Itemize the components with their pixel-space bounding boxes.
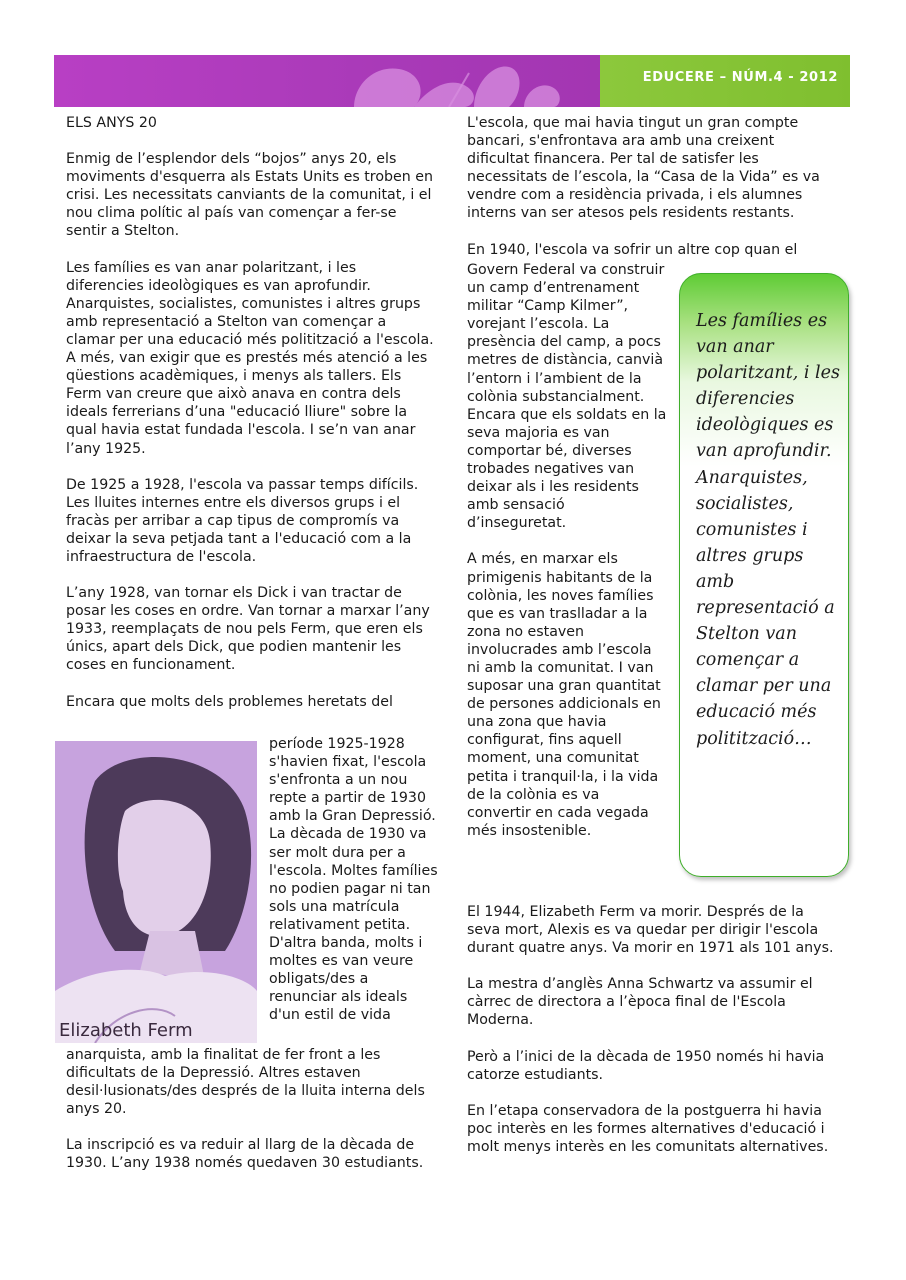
paragraph: La mestra d’anglès Anna Schwartz va assumir el càrrec de directora a l’època final de l'Escola Moderna. — [467, 976, 813, 1029]
paragraph: L'escola, que mai havia tingut un gran compte bancari, s'enfrontava ara amb una creixent dificultat financera. Per tal de satisfer les necessitats de l’escola, la “Casa de la Vida” es va vendre com a residència privada, i els alumnes interns van ser atesos pels residents restants. — [467, 115, 820, 222]
header-tab — [600, 55, 850, 107]
paragraph: El 1944, Elizabeth Ferm va morir. Després de la seva mort, Alexis es va quedar per dirigir l'escola durant quatre anys. Va morir en 1971 als 101 anys. — [467, 904, 834, 957]
paragraph: anarquista, amb la finalitat de fer front a les dificultats de la Depressió. Altres estaven desil·lusionats/des després de la lluita interna dels anys 20. — [66, 1047, 425, 1118]
paragraph: L’any 1928, van tornar els Dick i van tractar de posar les coses en ordre. Van tornar a marxar l’any 1933, reemplaçats de nou pels Ferm, que eren els únics, apart dels Dick, que podien mantenir les coses en funcionament. — [66, 585, 430, 674]
paragraph: De 1925 a 1928, l'escola va passar temps difícils. Les lluites internes entre els diversos grups i el fracàs per arribar a cap tipus de compromís va deixar la seva petjada tant a l'educació com a la infraestructura de l'escola. — [66, 476, 419, 565]
section-heading: ELS ANYS 20 — [66, 115, 157, 131]
butterfly-decoration-icon — [54, 55, 600, 107]
left-column — [66, 114, 438, 729]
portrait-photo — [55, 741, 257, 1043]
portrait-icon — [55, 741, 257, 1043]
paragraph-wrap: període 1925-1928 s'havien fixat, l'escola s'enfronta a un nou repte a partir de 1930 amb la Gran Depressió. La dècada de 1930 va ser molt dura per a l'escola. Moltes famílies no podien pagar ni tan sols una matrícula relativament petita. D'altra banda, molts i moltes es van veure obligats/des a renunciar als ideals d'un estil de vida — [269, 736, 438, 1024]
photo-caption: Elizabeth Ferm — [59, 1020, 193, 1041]
right-narrow-column — [467, 261, 667, 858]
pull-quote-box — [679, 273, 849, 877]
pull-quote-text: Les famílies es van anar polaritzant, i les diferencies ideològiques es van aprofundir. Anarquistes, socialistes, comunistes i altres grups amb representació a Stelton van començar a clamar per una educació més politització… — [696, 311, 840, 749]
page-header — [54, 55, 850, 107]
header-banner — [54, 55, 600, 107]
paragraph: A més, en marxar els primigenis habitants de la colònia, les noves famílies que es van traslladar a la zona no estaven involucrades amb l’escola ni amb la comunitat. I van suposar una gran quantitat de persones addicionals en una zona que havia configurat, fins aquell moment, una comunitat petita i tranquil·la, i la vida de la colònia es va convertir en cada vegada més insostenible. — [467, 551, 661, 839]
paragraph: En l’etapa conservadora de la postguerra hi havia poc interès en les formes alternatives d'educació i molt menys interès en les comunitats alternatives. — [467, 1102, 829, 1155]
paragraph: Enmig de l’esplendor dels “bojos” anys 20, els moviments d'esquerra als Estats Units es troben en crisi. Les necessitats canviants de la comunitat, i el nou clima polític al país van començar a fer-se sentir a Stelton. — [66, 151, 433, 240]
paragraph-lead: En 1940, l'escola va sofrir un altre cop quan el — [467, 241, 798, 258]
paragraph: La inscripció es va reduir al llarg de la dècada de 1930. L’any 1938 només quedaven 30 estudiants. — [66, 1137, 424, 1172]
right-column — [467, 114, 839, 277]
paragraph: Les famílies es van anar polaritzant, i les diferencies ideològiques es van aprofundir. Anarquistes, socialistes, comunistes i altres grups amb representació a Stelton van començar a clamar per una educació més politització a l'escola. A més, van exigir que es prestés més atenció a les qüestions acadèmiques, i menys als tallers. Els Ferm van creure que això anava en contra dels ideals ferrerians d’una "educació lliure" sobre la qual havia estat fundada l'escola. I se’n van anar l’any 1925. — [66, 259, 434, 457]
right-column-bottom — [467, 903, 839, 1174]
left-column-tail — [66, 1046, 438, 1191]
header-title: EDUCERE – NÚM.4 - 2012 — [642, 70, 838, 85]
paragraph: Però a l’inici de la dècada de 1950 només hi havia catorze estudiants. — [467, 1048, 825, 1083]
paragraph-lead: Encara que molts dels problemes heretats del — [66, 693, 393, 710]
paragraph: Govern Federal va construir un camp d’entrenament militar “Camp Kilmer”, vorejant l’escola. La presència del camp, a pocs metres de distància, canvià l’entorn i l’ambient de la colònia substancialment. Encara que els soldats en la seva majoria es van comportar bé, diverses trobades negatives van deixar als i les residents amb sensació d’inseguretat. — [467, 262, 667, 532]
